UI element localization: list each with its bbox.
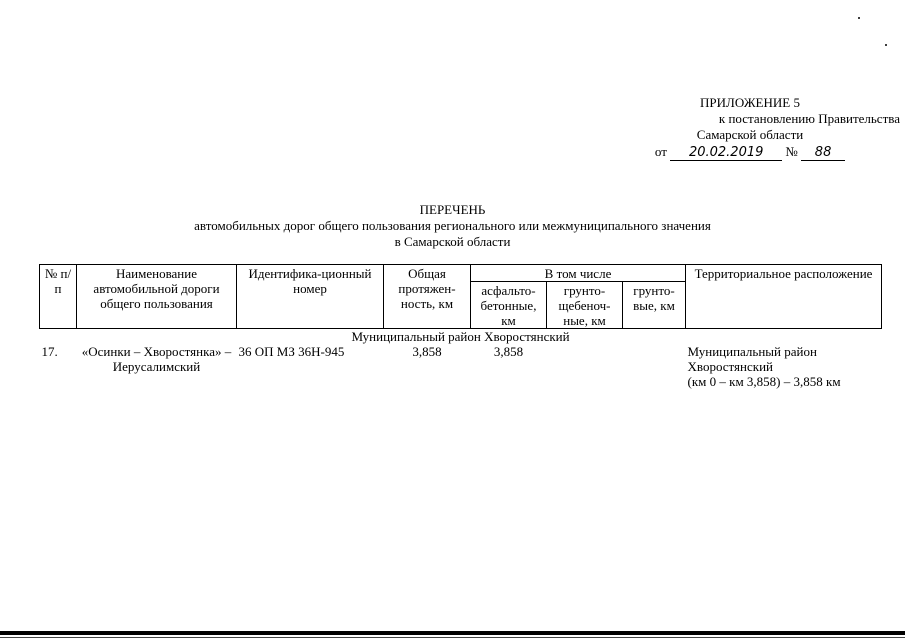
decree-date: 20.02.2019 (670, 146, 782, 161)
from-label: от (654, 144, 667, 159)
scan-speck (885, 44, 887, 46)
heading-title: ПЕРЕЧЕНЬ (419, 202, 486, 217)
document-heading (0, 202, 905, 250)
appendix-title: ПРИЛОЖЕНИЕ 5 (700, 95, 800, 110)
scan-bottom-edge (0, 631, 905, 635)
table-row (40, 344, 882, 389)
district-name: Муниципальный район Хворостянский (351, 329, 570, 344)
header-length: Общая протяжен-ность, км (384, 265, 471, 329)
cell-dirt (623, 344, 686, 389)
heading-subtitle-2: в Самарской области (394, 234, 511, 249)
appendix-line-region: Самарской области (696, 127, 804, 142)
heading-subtitle-1: автомобильных дорог общего пользования регионального или межмуниципального значения (194, 218, 711, 233)
header-num: № п/п (40, 265, 77, 329)
scan-speck (858, 17, 860, 19)
header-asphalt: асфальто-бетонные, км (471, 282, 547, 329)
header-location: Территориальное расположение (686, 265, 882, 329)
header-name: Наименование автомобильной дороги общего пользования (77, 265, 237, 329)
decree-number: 88 (801, 146, 845, 161)
location-line-2: Хворостянский (687, 359, 773, 374)
location-line-1: Муниципальный район (687, 344, 817, 359)
header-dirt: грунто-вые, км (623, 282, 686, 329)
cell-id: 36 ОП МЗ 36Н-945 (238, 344, 345, 359)
appendix-line-decree: к постановлению Правительства (718, 111, 900, 126)
number-label: № (785, 144, 798, 159)
header-id: Идентифика-ционный номер (237, 265, 384, 329)
cell-location (686, 344, 882, 389)
roads-table (39, 264, 882, 389)
scan-bottom-edge-thin (0, 637, 905, 638)
cell-asphalt: 3,858 (493, 344, 524, 359)
cell-num: 17. (41, 344, 58, 359)
appendix-block (600, 95, 900, 161)
cell-length: 3,858 (412, 344, 442, 359)
header-gravel: грунто-щебеноч-ные, км (547, 282, 623, 329)
appendix-date-line (600, 144, 900, 161)
cell-name: «Осинки – Хворостянка» – Иерусалимский (81, 344, 232, 374)
district-row (40, 329, 882, 345)
cell-gravel (547, 344, 623, 389)
header-including: В том числе (471, 265, 686, 282)
location-line-3: (км 0 – км 3,858) – 3,858 км (687, 374, 841, 389)
